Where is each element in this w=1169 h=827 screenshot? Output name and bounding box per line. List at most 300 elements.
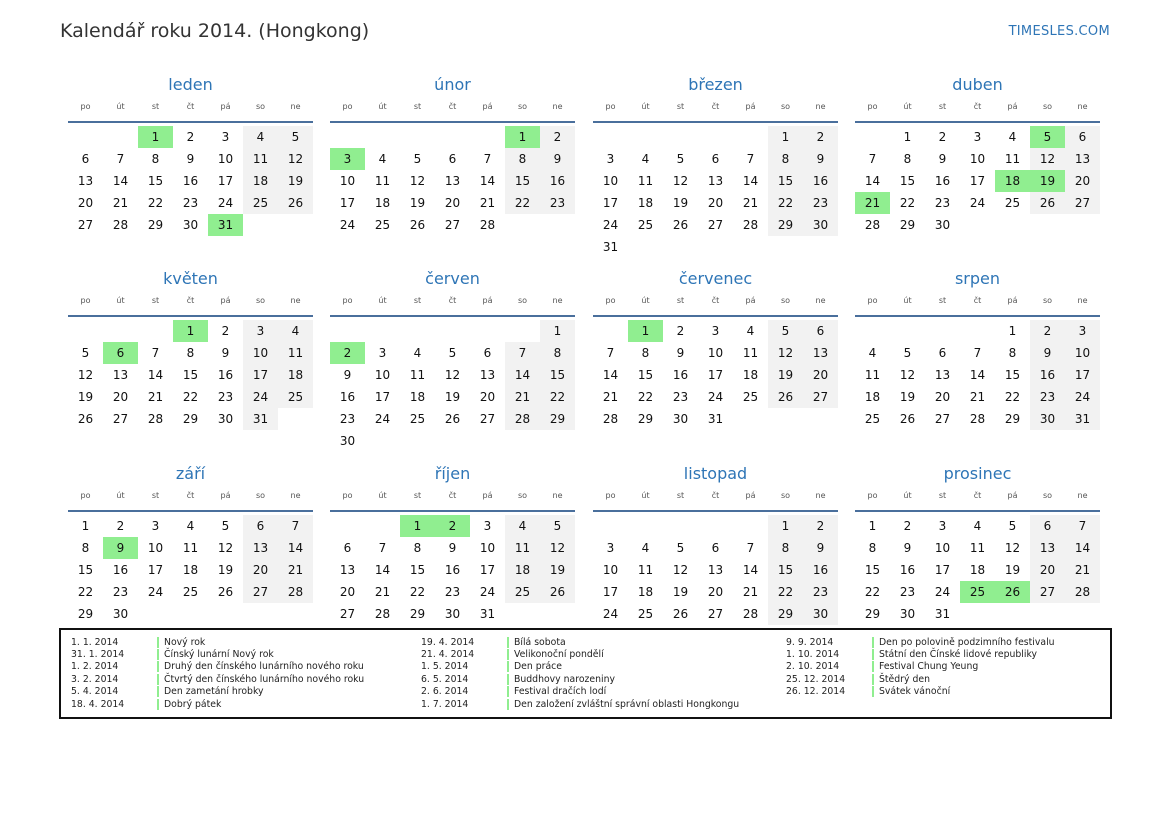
month-block bbox=[855, 267, 1100, 430]
day-cell: 23 bbox=[182, 196, 199, 210]
weekday-label: po bbox=[605, 491, 616, 500]
weekday-label: so bbox=[780, 491, 791, 500]
holiday-date: 19. 4. 2014 bbox=[421, 636, 475, 648]
day-cell: 31 bbox=[602, 240, 619, 254]
day-cell: 9 bbox=[803, 148, 838, 170]
day-cell: 23 bbox=[339, 412, 356, 426]
day-cell: 30 bbox=[672, 412, 689, 426]
day-cell: 7 bbox=[1065, 515, 1100, 537]
empty-cell bbox=[593, 515, 628, 537]
day-cell: 10 bbox=[479, 541, 496, 555]
holiday-date: 1. 5. 2014 bbox=[421, 661, 469, 673]
day-cell: 9 bbox=[1030, 342, 1065, 364]
day-cell: 23 bbox=[899, 585, 916, 599]
day-cell: 17 bbox=[969, 174, 986, 188]
day-cell: 24 bbox=[479, 585, 496, 599]
empty-cell bbox=[663, 515, 698, 537]
weekday-label: po bbox=[80, 102, 91, 111]
weekday-header bbox=[855, 293, 1100, 315]
weekday-label: pá bbox=[1007, 102, 1018, 111]
holiday-marker bbox=[157, 686, 159, 697]
day-cell: 25 bbox=[637, 218, 654, 232]
day-cell: 22 bbox=[182, 390, 199, 404]
day-cell: 30 bbox=[112, 607, 129, 621]
day-cell: 18 bbox=[864, 390, 881, 404]
day-cell: 8 bbox=[413, 541, 422, 555]
day-cell: 2 bbox=[803, 126, 838, 148]
holiday-day: 2 bbox=[330, 342, 365, 364]
weekday-header bbox=[330, 293, 575, 315]
day-cell: 6 bbox=[1030, 515, 1065, 537]
day-cell: 22 bbox=[768, 192, 803, 214]
holiday-day: 9 bbox=[103, 537, 138, 559]
day-cell: 28 bbox=[112, 218, 129, 232]
day-cell: 29 bbox=[409, 607, 426, 621]
day-cell: 18 bbox=[505, 559, 540, 581]
day-cell: 22 bbox=[899, 196, 916, 210]
weekday-label: pá bbox=[220, 296, 231, 305]
weekday-label: so bbox=[1042, 296, 1053, 305]
day-cell: 23 bbox=[803, 192, 838, 214]
header-rule bbox=[330, 121, 575, 123]
day-cell: 17 bbox=[374, 390, 391, 404]
day-cell: 4 bbox=[641, 152, 650, 166]
holiday-row bbox=[61, 648, 404, 660]
day-cell: 20 bbox=[479, 390, 496, 404]
holiday-date: 2. 6. 2014 bbox=[421, 686, 469, 698]
month-name: srpen bbox=[954, 269, 1001, 288]
day-cell: 19 bbox=[77, 390, 94, 404]
holiday-day: 1 bbox=[138, 126, 173, 148]
day-cell: 4 bbox=[746, 324, 755, 338]
weekday-label: út bbox=[378, 102, 387, 111]
day-cell: 22 bbox=[77, 585, 94, 599]
holiday-name: Den práce bbox=[514, 661, 562, 673]
day-cell: 27 bbox=[1030, 581, 1065, 603]
day-cell: 4 bbox=[378, 152, 387, 166]
day-cell: 12 bbox=[672, 174, 689, 188]
holiday-marker bbox=[507, 686, 509, 697]
day-cell: 21 bbox=[112, 196, 129, 210]
day-cell: 14 bbox=[1065, 537, 1100, 559]
holiday-name: Velikonoční pondělí bbox=[514, 649, 604, 661]
empty-cell bbox=[733, 515, 768, 537]
day-cell: 31 bbox=[1065, 408, 1100, 430]
day-cell: 31 bbox=[934, 607, 951, 621]
holiday-row bbox=[61, 698, 404, 710]
weekday-label: so bbox=[780, 296, 791, 305]
day-cell: 19 bbox=[444, 390, 461, 404]
empty-cell bbox=[435, 320, 470, 342]
day-cell: 28 bbox=[1065, 581, 1100, 603]
day-cell: 7 bbox=[483, 152, 492, 166]
day-cell: 7 bbox=[746, 152, 755, 166]
weekday-label: út bbox=[903, 102, 912, 111]
day-cell: 10 bbox=[1065, 342, 1100, 364]
weekday-label: st bbox=[151, 296, 160, 305]
weekday-label: ne bbox=[1077, 296, 1088, 305]
day-cell: 28 bbox=[602, 412, 619, 426]
weekday-label: út bbox=[378, 296, 387, 305]
holiday-row bbox=[776, 648, 1079, 660]
weekday-header bbox=[593, 99, 838, 121]
empty-cell bbox=[663, 126, 698, 148]
day-cell: 21 bbox=[1065, 559, 1100, 581]
weekday-label: út bbox=[641, 491, 650, 500]
day-cell: 6 bbox=[938, 346, 947, 360]
day-cell: 21 bbox=[742, 585, 759, 599]
day-cell: 24 bbox=[602, 218, 619, 232]
empty-cell bbox=[103, 126, 138, 148]
weekday-label: ne bbox=[290, 491, 301, 500]
holiday-marker bbox=[507, 661, 509, 672]
page-title: Kalendář roku 2014. (Hongkong) bbox=[60, 20, 370, 42]
site-link[interactable]: TIMESLES.COM bbox=[1008, 24, 1110, 39]
month-block bbox=[593, 267, 838, 430]
weekday-header bbox=[68, 99, 313, 121]
day-cell: 19 bbox=[278, 170, 313, 192]
day-cell: 3 bbox=[606, 541, 615, 555]
day-cell: 22 bbox=[409, 585, 426, 599]
day-cell: 23 bbox=[540, 192, 575, 214]
header-rule bbox=[593, 121, 838, 123]
empty-cell bbox=[400, 126, 435, 148]
day-cell: 30 bbox=[803, 214, 838, 236]
day-cell: 28 bbox=[147, 412, 164, 426]
day-cell: 21 bbox=[147, 390, 164, 404]
holiday-marker bbox=[157, 637, 159, 648]
day-cell: 26 bbox=[409, 218, 426, 232]
day-cell: 26 bbox=[1030, 192, 1065, 214]
holiday-day: 1 bbox=[505, 126, 540, 148]
day-cell: 8 bbox=[768, 537, 803, 559]
day-cell: 18 bbox=[374, 196, 391, 210]
day-cell: 25 bbox=[742, 390, 759, 404]
day-cell: 12 bbox=[1030, 148, 1065, 170]
day-cell: 10 bbox=[217, 152, 234, 166]
empty-cell bbox=[470, 126, 505, 148]
day-cell: 11 bbox=[742, 346, 759, 360]
weekday-label: ne bbox=[552, 296, 563, 305]
day-cell: 17 bbox=[243, 364, 278, 386]
weekday-label: so bbox=[1042, 102, 1053, 111]
day-cell: 1 bbox=[868, 519, 877, 533]
holiday-marker bbox=[157, 699, 159, 710]
holiday-row bbox=[776, 636, 1079, 648]
weekday-label: st bbox=[676, 296, 685, 305]
day-cell: 6 bbox=[483, 346, 492, 360]
days-grid bbox=[855, 515, 1100, 625]
holiday-date: 1. 2. 2014 bbox=[71, 661, 119, 673]
day-cell: 20 bbox=[1065, 170, 1100, 192]
day-cell: 5 bbox=[1008, 519, 1017, 533]
empty-cell bbox=[330, 126, 365, 148]
day-cell: 7 bbox=[278, 515, 313, 537]
day-cell: 14 bbox=[374, 563, 391, 577]
day-cell: 27 bbox=[444, 218, 461, 232]
empty-cell bbox=[925, 320, 960, 342]
day-cell: 27 bbox=[243, 581, 278, 603]
days-grid bbox=[68, 320, 313, 430]
weekday-label: po bbox=[867, 102, 878, 111]
empty-cell bbox=[330, 320, 365, 342]
day-cell: 7 bbox=[116, 152, 125, 166]
holiday-name: Státní den Čínské lidové republiky bbox=[879, 649, 1038, 661]
day-cell: 28 bbox=[742, 607, 759, 621]
holiday-column bbox=[61, 636, 404, 710]
holiday-date: 3. 2. 2014 bbox=[71, 673, 119, 685]
day-cell: 7 bbox=[973, 346, 982, 360]
header-rule bbox=[330, 510, 575, 512]
holiday-marker bbox=[507, 649, 509, 660]
day-cell: 25 bbox=[505, 581, 540, 603]
weekday-header bbox=[855, 488, 1100, 510]
holiday-date: 25. 12. 2014 bbox=[786, 673, 846, 685]
weekday-label: so bbox=[255, 296, 266, 305]
day-cell: 22 bbox=[540, 386, 575, 408]
holiday-name: Bílá sobota bbox=[514, 636, 566, 648]
header-rule bbox=[68, 315, 313, 317]
day-cell: 4 bbox=[973, 519, 982, 533]
day-cell: 26 bbox=[444, 412, 461, 426]
day-cell: 7 bbox=[746, 541, 755, 555]
weekday-label: út bbox=[903, 491, 912, 500]
day-cell: 8 bbox=[641, 346, 650, 360]
day-cell: 17 bbox=[602, 196, 619, 210]
day-cell: 10 bbox=[243, 342, 278, 364]
day-cell: 5 bbox=[903, 346, 912, 360]
day-cell: 29 bbox=[864, 607, 881, 621]
holiday-date: 9. 9. 2014 bbox=[786, 636, 834, 648]
day-cell: 10 bbox=[147, 541, 164, 555]
day-cell: 14 bbox=[505, 364, 540, 386]
day-cell: 5 bbox=[540, 515, 575, 537]
day-cell: 14 bbox=[602, 368, 619, 382]
day-cell: 29 bbox=[768, 603, 803, 625]
day-cell: 26 bbox=[77, 412, 94, 426]
day-cell: 11 bbox=[1004, 152, 1021, 166]
day-cell: 19 bbox=[672, 585, 689, 599]
day-cell: 9 bbox=[676, 346, 685, 360]
day-cell: 2 bbox=[186, 130, 195, 144]
day-cell: 30 bbox=[1030, 408, 1065, 430]
day-cell: 14 bbox=[742, 563, 759, 577]
day-cell: 5 bbox=[278, 126, 313, 148]
day-cell: 15 bbox=[540, 364, 575, 386]
day-cell: 26 bbox=[899, 412, 916, 426]
day-cell: 12 bbox=[77, 368, 94, 382]
holiday-name: Čínský lunární Nový rok bbox=[164, 649, 274, 661]
day-cell: 21 bbox=[479, 196, 496, 210]
day-cell: 15 bbox=[899, 174, 916, 188]
holiday-row bbox=[411, 673, 774, 685]
day-cell: 19 bbox=[540, 559, 575, 581]
weekday-label: st bbox=[938, 296, 947, 305]
day-cell: 1 bbox=[1008, 324, 1017, 338]
holiday-marker bbox=[507, 637, 509, 648]
day-cell: 12 bbox=[672, 563, 689, 577]
weekday-label: čt bbox=[711, 102, 720, 111]
day-cell: 24 bbox=[602, 607, 619, 621]
empty-cell bbox=[470, 320, 505, 342]
weekday-label: st bbox=[151, 102, 160, 111]
day-cell: 15 bbox=[77, 563, 94, 577]
holiday-row bbox=[411, 698, 774, 710]
day-cell: 24 bbox=[934, 585, 951, 599]
day-cell: 3 bbox=[243, 320, 278, 342]
day-cell: 14 bbox=[969, 368, 986, 382]
weekday-label: čt bbox=[186, 491, 195, 500]
day-cell: 26 bbox=[672, 218, 689, 232]
weekday-header bbox=[330, 99, 575, 121]
holiday-name: Štědrý den bbox=[879, 673, 930, 685]
day-cell: 20 bbox=[934, 390, 951, 404]
holiday-day: 1 bbox=[400, 515, 435, 537]
day-cell: 10 bbox=[339, 174, 356, 188]
day-cell: 27 bbox=[707, 218, 724, 232]
holiday-row bbox=[61, 661, 404, 673]
day-cell: 29 bbox=[1004, 412, 1021, 426]
holiday-marker bbox=[872, 637, 874, 648]
holiday-row bbox=[61, 686, 404, 698]
day-cell: 25 bbox=[374, 218, 391, 232]
day-cell: 4 bbox=[505, 515, 540, 537]
day-cell: 17 bbox=[602, 585, 619, 599]
day-cell: 15 bbox=[768, 559, 803, 581]
day-cell: 29 bbox=[899, 218, 916, 232]
empty-cell bbox=[330, 515, 365, 537]
day-cell: 16 bbox=[934, 174, 951, 188]
weekday-label: čt bbox=[973, 491, 982, 500]
day-cell: 4 bbox=[641, 541, 650, 555]
day-cell: 2 bbox=[116, 519, 125, 533]
weekday-label: so bbox=[255, 491, 266, 500]
day-cell: 20 bbox=[803, 364, 838, 386]
weekday-label: po bbox=[867, 296, 878, 305]
day-cell: 2 bbox=[676, 324, 685, 338]
holiday-marker bbox=[872, 649, 874, 660]
day-cell: 31 bbox=[243, 408, 278, 430]
holiday-name: Nový rok bbox=[164, 636, 206, 648]
weekday-label: čt bbox=[448, 491, 457, 500]
holiday-day: 1 bbox=[173, 320, 208, 342]
header-rule bbox=[855, 510, 1100, 512]
weekday-label: po bbox=[80, 491, 91, 500]
month-name: říjen bbox=[434, 464, 471, 483]
day-cell: 28 bbox=[864, 218, 881, 232]
holiday-date: 1. 1. 2014 bbox=[71, 636, 119, 648]
day-cell: 20 bbox=[339, 585, 356, 599]
day-cell: 13 bbox=[934, 368, 951, 382]
day-cell: 12 bbox=[768, 342, 803, 364]
weekday-header bbox=[855, 99, 1100, 121]
day-cell: 18 bbox=[278, 364, 313, 386]
holiday-day: 5 bbox=[1030, 126, 1065, 148]
day-cell: 8 bbox=[505, 148, 540, 170]
day-cell: 29 bbox=[182, 412, 199, 426]
day-cell: 21 bbox=[278, 559, 313, 581]
day-cell: 11 bbox=[864, 368, 881, 382]
day-cell: 19 bbox=[768, 364, 803, 386]
day-cell: 13 bbox=[339, 563, 356, 577]
day-cell: 2 bbox=[938, 130, 947, 144]
empty-cell bbox=[68, 126, 103, 148]
day-cell: 29 bbox=[77, 607, 94, 621]
holiday-date: 26. 12. 2014 bbox=[786, 686, 846, 698]
day-cell: 16 bbox=[1030, 364, 1065, 386]
day-cell: 7 bbox=[151, 346, 160, 360]
empty-cell bbox=[855, 320, 890, 342]
weekday-label: po bbox=[605, 296, 616, 305]
weekday-label: pá bbox=[1007, 296, 1018, 305]
day-cell: 6 bbox=[711, 152, 720, 166]
day-cell: 18 bbox=[637, 585, 654, 599]
day-cell: 13 bbox=[803, 342, 838, 364]
day-cell: 28 bbox=[374, 607, 391, 621]
day-cell: 25 bbox=[409, 412, 426, 426]
holiday-name: Druhý den čínského lunárního nového roku bbox=[164, 661, 364, 673]
holiday-name: Festival dračích lodí bbox=[514, 686, 607, 698]
day-cell: 18 bbox=[182, 563, 199, 577]
header-rule bbox=[68, 121, 313, 123]
header-rule bbox=[593, 510, 838, 512]
holiday-name: Den po polovině podzimního festivalu bbox=[879, 636, 1055, 648]
holiday-date: 1. 7. 2014 bbox=[421, 698, 469, 710]
holiday-date: 21. 4. 2014 bbox=[421, 649, 475, 661]
holiday-column bbox=[411, 636, 774, 710]
day-cell: 19 bbox=[899, 390, 916, 404]
day-cell: 14 bbox=[147, 368, 164, 382]
weekday-label: ne bbox=[1077, 102, 1088, 111]
day-cell: 4 bbox=[186, 519, 195, 533]
day-cell: 17 bbox=[934, 563, 951, 577]
day-cell: 13 bbox=[707, 174, 724, 188]
empty-cell bbox=[698, 515, 733, 537]
weekday-label: pá bbox=[1007, 491, 1018, 500]
empty-cell bbox=[628, 515, 663, 537]
month-name: květen bbox=[163, 269, 218, 288]
holiday-column bbox=[776, 636, 1079, 698]
day-cell: 20 bbox=[707, 196, 724, 210]
day-cell: 24 bbox=[147, 585, 164, 599]
weekday-label: ne bbox=[290, 102, 301, 111]
day-cell: 7 bbox=[868, 152, 877, 166]
day-cell: 30 bbox=[444, 607, 461, 621]
month-block bbox=[330, 462, 575, 625]
day-cell: 4 bbox=[243, 126, 278, 148]
day-cell: 24 bbox=[339, 218, 356, 232]
day-cell: 25 bbox=[864, 412, 881, 426]
day-cell: 30 bbox=[934, 218, 951, 232]
day-cell: 9 bbox=[938, 152, 947, 166]
day-cell: 16 bbox=[803, 170, 838, 192]
day-cell: 25 bbox=[1004, 196, 1021, 210]
holiday-name: Dobrý pátek bbox=[164, 698, 222, 710]
holiday-day: 25 bbox=[960, 581, 995, 603]
day-cell: 5 bbox=[676, 152, 685, 166]
day-cell: 29 bbox=[147, 218, 164, 232]
day-cell: 6 bbox=[711, 541, 720, 555]
day-cell: 6 bbox=[448, 152, 457, 166]
day-cell: 29 bbox=[768, 214, 803, 236]
holiday-row bbox=[776, 673, 1079, 685]
holiday-marker bbox=[872, 686, 874, 697]
day-cell: 11 bbox=[637, 563, 654, 577]
day-cell: 17 bbox=[707, 368, 724, 382]
day-cell: 13 bbox=[479, 368, 496, 382]
day-cell: 27 bbox=[112, 412, 129, 426]
weekday-label: čt bbox=[186, 296, 195, 305]
